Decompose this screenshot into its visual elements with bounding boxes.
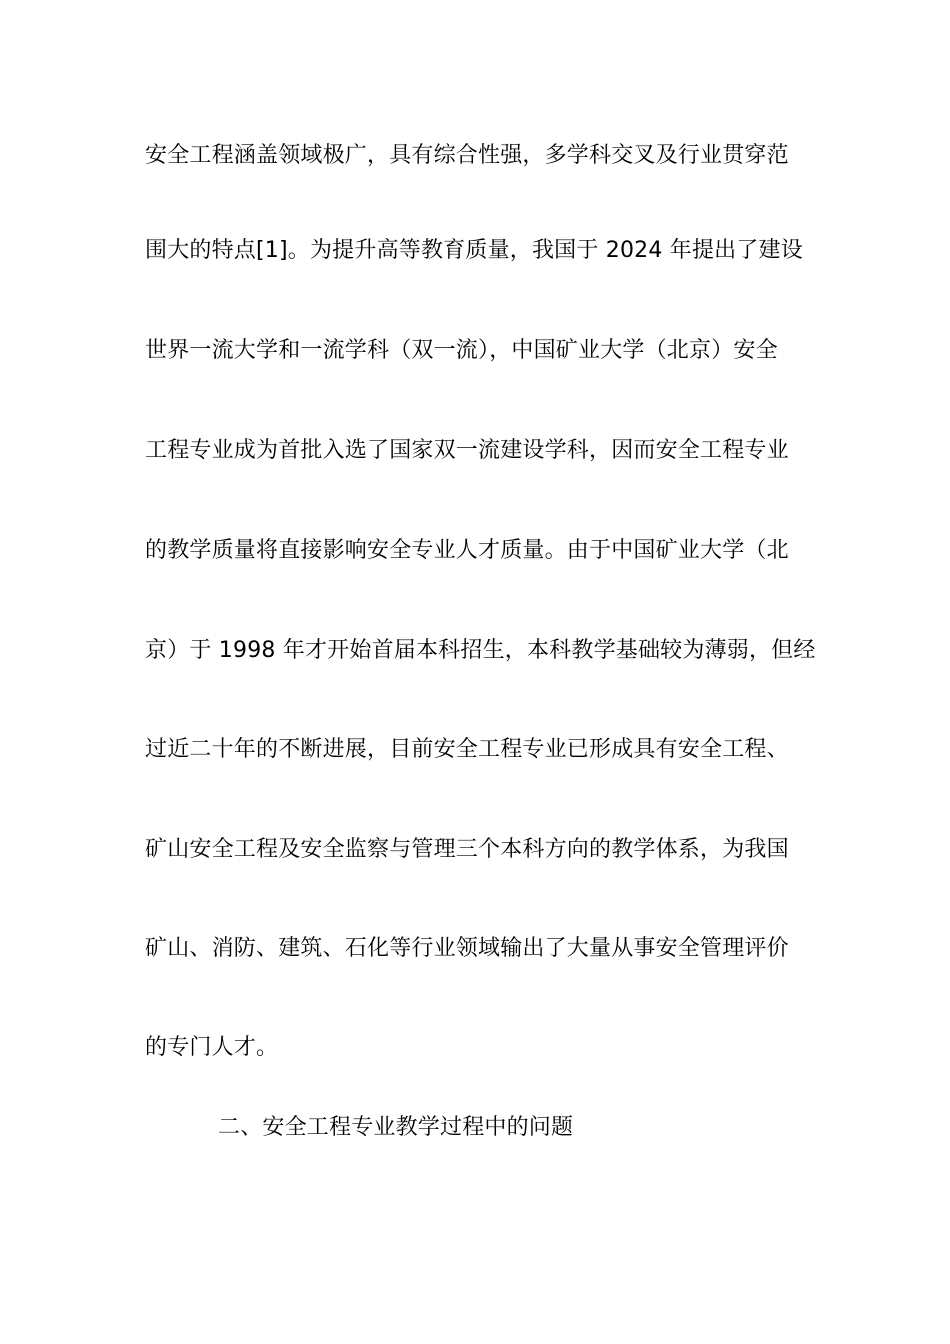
paragraph-line-2: 围大的特点[1]。为提升高等教育质量，我国于 2024 年提出了建设 bbox=[145, 238, 803, 263]
paragraph-line-1: 安全工程涵盖领域极广，具有综合性强，多学科交叉及行业贯穿范 bbox=[145, 143, 789, 168]
paragraph-line-10: 的专门人才。 bbox=[145, 1035, 279, 1060]
paragraph-line-6: 京）于 1998 年才开始首届本科招生，本科教学基础较为薄弱，但经 bbox=[145, 638, 816, 663]
section-heading: 二、安全工程专业教学过程中的问题 bbox=[218, 1115, 574, 1140]
paragraph-line-3: 世界一流大学和一流学科（双一流），中国矿业大学（北京）安全 bbox=[145, 338, 778, 363]
paragraph-line-8: 矿山安全工程及安全监察与管理三个本科方向的教学体系，为我国 bbox=[145, 837, 789, 862]
paragraph-line-9: 矿山、消防、建筑、石化等行业领域输出了大量从事安全管理评价 bbox=[145, 936, 789, 961]
paragraph-line-7: 过近二十年的不断进展，目前安全工程专业已形成具有安全工程、 bbox=[145, 737, 789, 762]
paragraph-line-5: 的教学质量将直接影响安全专业人才质量。由于中国矿业大学（北 bbox=[145, 538, 789, 563]
paragraph-line-4: 工程专业成为首批入选了国家双一流建设学科，因而安全工程专业 bbox=[145, 438, 789, 463]
